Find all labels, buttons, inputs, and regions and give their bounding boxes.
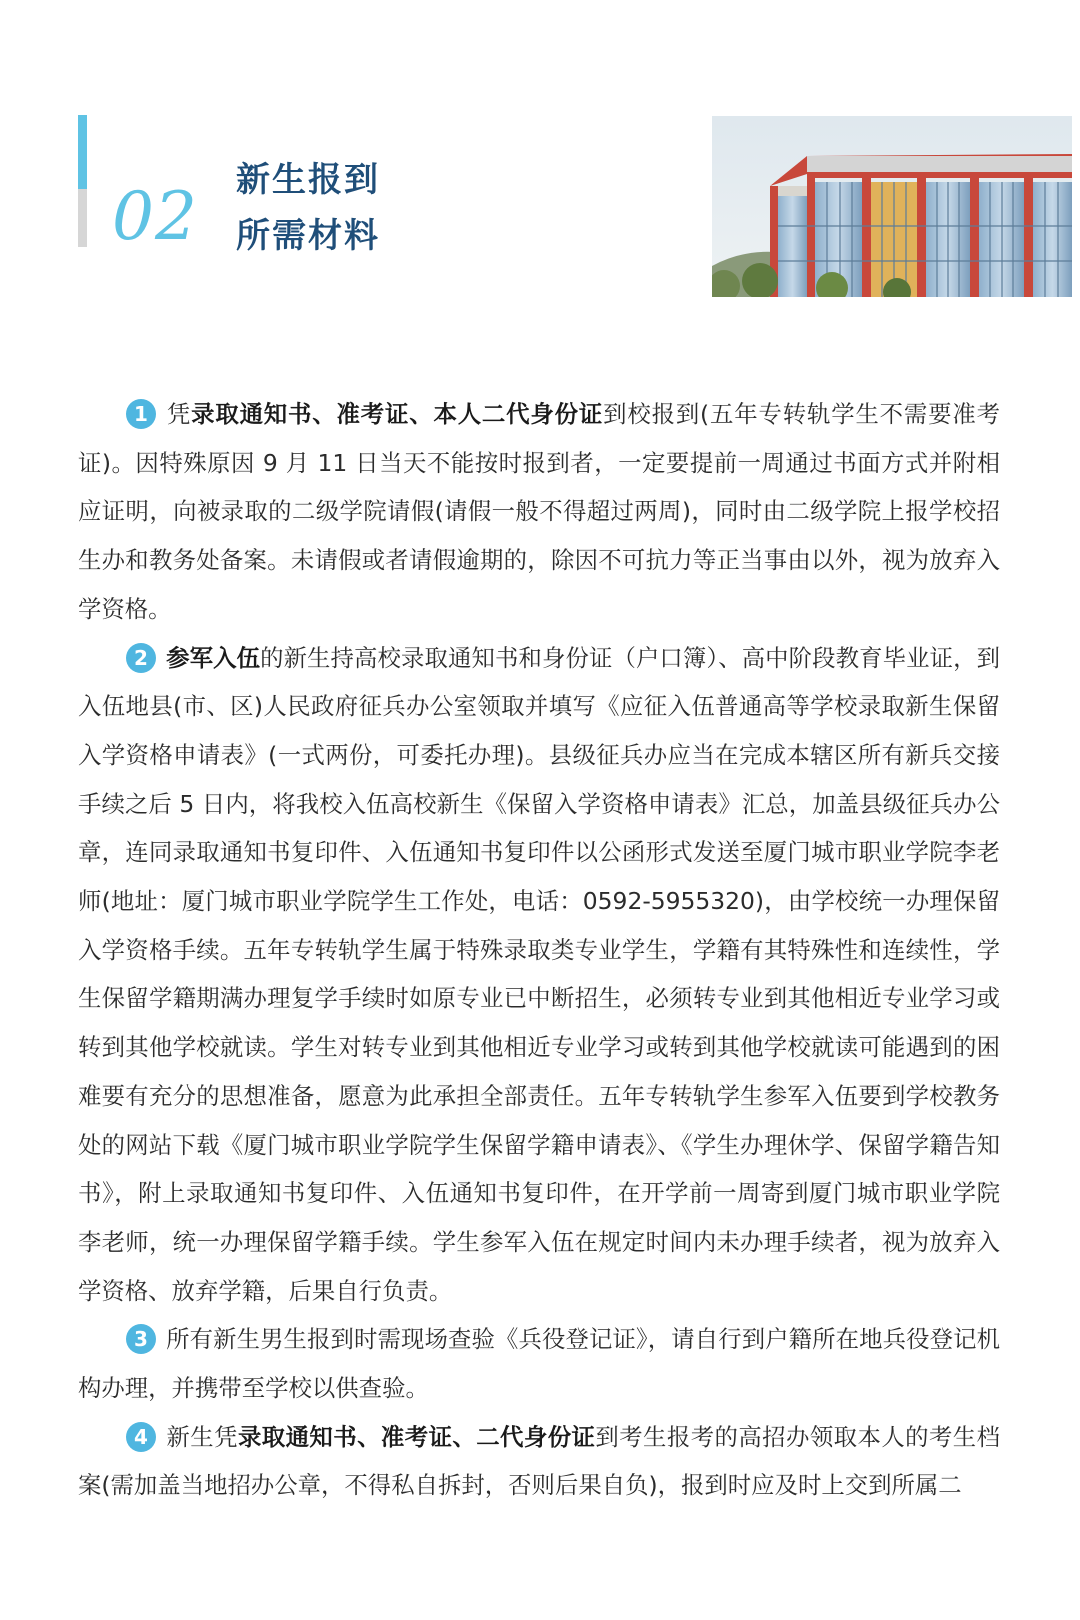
section-title-line2: 所需材料 [236, 216, 380, 256]
header-accent-bar-gray [78, 189, 87, 247]
item-paragraph-2: 2 参军入伍的新生持高校录取通知书和身份证（户口簿）、高中阶段教育毕业证，到入伍地县(市、区)人民政府征兵办公室领取并填写《应征入伍普通高等学校录取新生保留入学资格申请表》(一式两份，可委托办理)。县级征兵办应当在完成本辖区所有新兵交接手续之后 5 日内，将我校入伍高校新生《保留入学资格申请表》汇总，加盖县级征兵办公章，连同录取通知书复印件、入伍通知书复印件以公函形式发送至厦门城市职业学院李老师(地址：厦门城市职业学院学生工作处，电话：0592-5955320)，由学校统一办理保留入学资格手续。五年专转轨学生属于特殊录取类专业学生，学籍有其特殊性和连续性，学生保留学籍期满办理复学手续时如原专业已中断招生，必须转专业到其他相近专业学习或转到其他学校就读。学生对转专业到其他相近专业学习或转到其他学校就读可能遇到的困难要有充分的思想准备，愿意为此承担全部责任。五年专转轨学生参军入伍要到学校教务处的网站下载《厦门城市职业学院学生保留学籍申请表》、《学生办理休学、保留学籍告知书》，附上录取通知书复印件、入伍通知书复印件，在开学前一周寄到厦门城市职业学院李老师，统一办理保留学籍手续。学生参军入伍在规定时间内未办理手续者，视为放弃入学资格、放弃学籍，后果自行负责。 [78, 643, 1000, 1305]
item-paragraph-4: 4 新生凭录取通知书、准考证、二代身份证到考生报考的高招办领取本人的考生档案(需加盖当地招办公章，不得私自拆封，否则后果自负)，报到时应及时上交到所属二 [78, 1422, 1001, 1500]
section-title-line1: 新生报到 [236, 160, 380, 200]
materials-content [78, 390, 1000, 1510]
item-badge-2: 2 [126, 643, 156, 673]
item-paragraph-3: 3 所有新生男生报到时需现场查验《兵役登记证》，请自行到户籍所在地兵役登记机构办理，并携带至学校以供查验。 [78, 1325, 1000, 1403]
section-number: 02 [112, 178, 198, 255]
item-badge-3: 3 [126, 1324, 156, 1354]
item-badge-1: 1 [126, 399, 156, 429]
header-accent-bar [78, 115, 87, 189]
campus-building-photo [712, 116, 1072, 297]
item-badge-4: 4 [126, 1422, 156, 1452]
item-paragraph-1: 1 凭录取通知书、准考证、本人二代身份证到校报到(五年专转轨学生不需要准考证)。因特殊原因 9 月 11 日当天不能按时报到者，一定要提前一周通过书面方式并附相应证明，向被录取的二级学院请假(请假一般不得超过两周)，同时由二级学院上报学校招生办和教务处备案。未请假或者请假逾期的，除因不可抗力等正当事由以外，视为放弃入学资格。 [78, 400, 1001, 623]
